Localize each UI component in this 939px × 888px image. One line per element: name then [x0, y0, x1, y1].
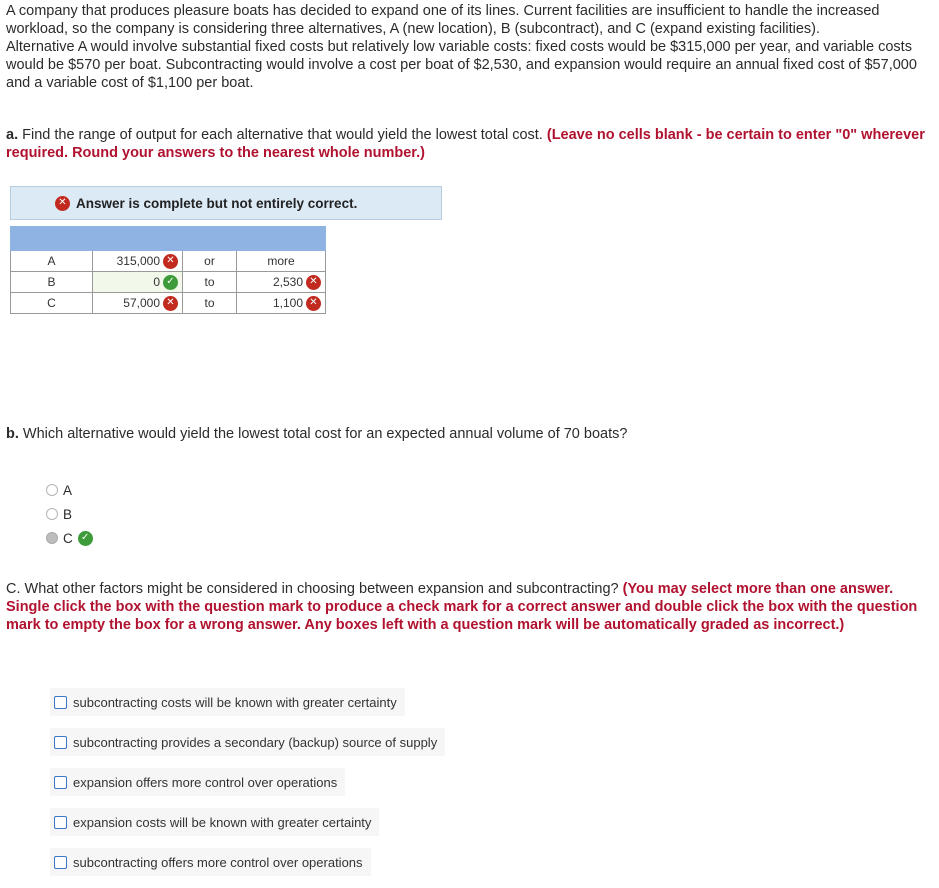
part-c-text: What other factors might be considered in choosing between expansion and subcontracting? — [24, 581, 619, 597]
checkbox-option[interactable] — [50, 688, 405, 716]
checkbox-option[interactable] — [50, 728, 445, 756]
range-to-value: 1,100 — [272, 296, 303, 310]
checkbox-label: subcontracting offers more control over operations — [73, 854, 363, 870]
part-b-question — [6, 425, 627, 443]
range-from-value: 57,000 — [123, 296, 160, 310]
checkbox[interactable] — [54, 816, 67, 829]
radio-button-selected[interactable] — [46, 532, 58, 544]
correct-icon: ✓ — [163, 275, 178, 290]
checkbox-option[interactable] — [50, 848, 371, 876]
incorrect-icon: ✕ — [55, 196, 70, 211]
incorrect-icon: ✕ — [306, 296, 321, 311]
part-a-instruction: (Leave no cells blank - be certain to enter "0" wherever required. Round your answers to the nearest whole number.) — [6, 127, 925, 161]
radio-label: A — [63, 482, 73, 498]
part-a-label: a. — [6, 127, 19, 143]
range-to-cell[interactable] — [237, 293, 326, 314]
checkbox-label: expansion costs will be known with greater certainty — [73, 814, 372, 830]
problem-paragraph-1: A company that produces pleasure boats has decided to expand one of its lines. Current facilities are insufficient to handle the increased workload, so the company is considering three alternatives, A (new location), B (subcontract), and C (expand existing facilities). — [6, 3, 880, 37]
checkbox-option[interactable] — [50, 808, 379, 836]
range-to-value: more — [267, 254, 295, 268]
correct-icon: ✓ — [78, 531, 93, 546]
part-b-options — [46, 478, 93, 550]
incorrect-icon: ✕ — [163, 254, 178, 269]
checkbox-label: expansion offers more control over operations — [73, 774, 338, 790]
checkbox-option[interactable] — [50, 768, 345, 796]
answer-status-banner — [10, 186, 442, 220]
checkbox[interactable] — [54, 696, 67, 709]
alt-label: B — [11, 272, 93, 293]
range-to-value: 2,530 — [272, 275, 303, 289]
range-to-cell[interactable] — [237, 272, 326, 293]
table-row — [11, 251, 326, 272]
range-connector: to — [183, 293, 237, 314]
radio-label: C — [63, 530, 73, 546]
checkbox-label: subcontracting provides a secondary (backup) source of supply — [73, 734, 438, 750]
incorrect-icon: ✕ — [163, 296, 178, 311]
range-connector: or — [183, 251, 237, 272]
table-header — [11, 227, 326, 251]
range-connector: to — [183, 272, 237, 293]
checkbox-label: subcontracting costs will be known with greater certainty — [73, 694, 397, 710]
part-a-text: Find the range of output for each alternative that would yield the lowest total cost. — [22, 127, 543, 143]
radio-button[interactable] — [46, 508, 58, 520]
range-from-value: 0 — [153, 275, 160, 289]
part-b-label: b. — [6, 426, 19, 442]
range-from-cell[interactable] — [93, 251, 183, 272]
part-c-instruction: (You may select more than one answer. Single click the box with the question mark to produce a check mark for a correct answer and double click the box with the question mark to empty the box for a wrong answer. Any boxes left with a question mark will be automatically graded as incorrect.) — [6, 581, 918, 633]
range-from-cell[interactable] — [93, 293, 183, 314]
radio-option-c[interactable] — [46, 526, 93, 550]
table-row — [11, 272, 326, 293]
checkbox[interactable] — [54, 776, 67, 789]
part-c-options — [50, 688, 445, 888]
checkbox[interactable] — [54, 856, 67, 869]
range-from-cell[interactable] — [93, 272, 183, 293]
part-c-question — [6, 580, 931, 634]
checkbox[interactable] — [54, 736, 67, 749]
alt-label: A — [11, 251, 93, 272]
radio-option-a[interactable] — [46, 478, 93, 502]
range-to-cell — [237, 251, 326, 272]
range-from-value: 315,000 — [116, 254, 160, 268]
banner-text: Answer is complete but not entirely correct. — [76, 195, 358, 211]
problem-statement — [6, 2, 926, 92]
alt-label: C — [11, 293, 93, 314]
radio-option-b[interactable] — [46, 502, 93, 526]
part-a-question — [6, 126, 931, 162]
radio-button[interactable] — [46, 484, 58, 496]
radio-label: B — [63, 506, 73, 522]
part-c-label: C. — [6, 581, 21, 597]
incorrect-icon: ✕ — [306, 275, 321, 290]
part-b-text: Which alternative would yield the lowest total cost for an expected annual volume of 70 boats? — [22, 426, 628, 442]
table-row — [11, 293, 326, 314]
cost-range-table — [10, 226, 326, 314]
problem-paragraph-2: Alternative A would involve substantial fixed costs but relatively low variable costs: fixed costs would be $315,000 per year, and variable costs would be $570 per boat. Subcontracting would involve a cost per boat of $2,530, and expansion would require an annual fixed cost of $57,000 and a variable cost of $1,100 per boat. — [6, 39, 917, 91]
